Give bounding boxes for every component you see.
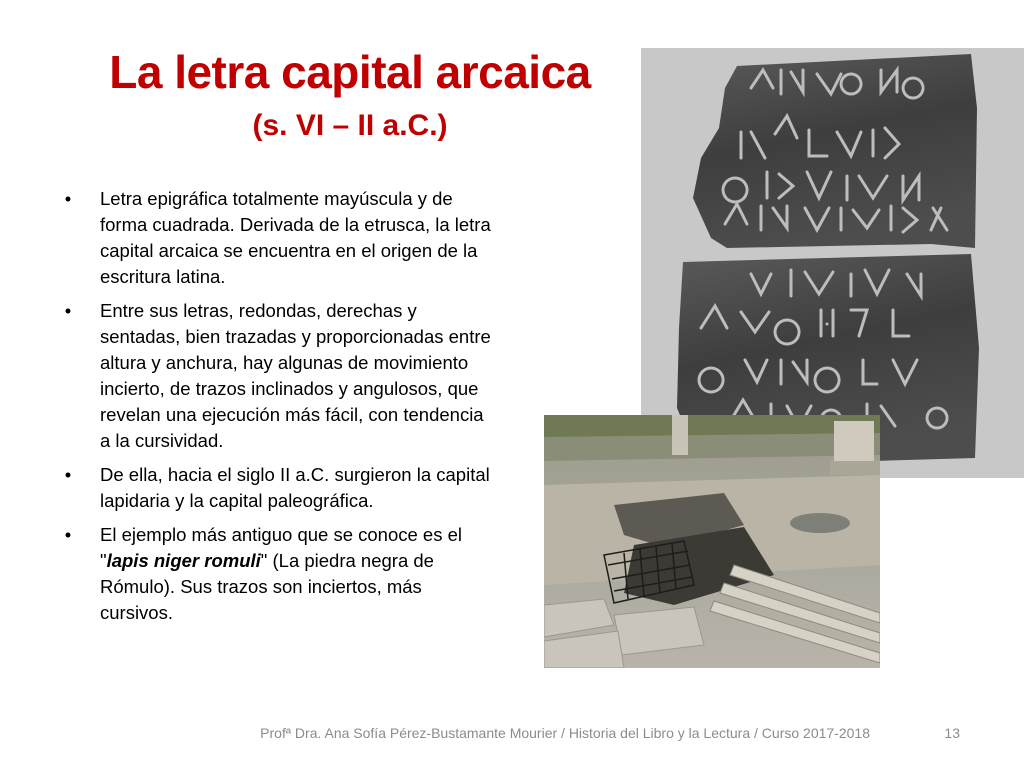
bullet-text: Letra epigráfica totalmente mayúscula y de forma cuadrada. Derivada de la etrusca, la letra capital arcaica se encuentra en el origen de la escritura latina. — [100, 188, 491, 287]
bullet-item — [58, 462, 498, 514]
forum-image — [544, 415, 880, 668]
page-number: 13 — [944, 725, 960, 741]
slide-title: La letra capital arcaica — [109, 46, 591, 98]
bullet-list — [58, 186, 498, 634]
bullet-marker: • — [64, 524, 72, 545]
footer-text: Profª Dra. Ana Sofía Pérez-Bustamante Mourier / Historia del Libro y la Lectura / Curso 2017-2018 — [260, 725, 870, 741]
forum-photo — [544, 415, 880, 668]
bullet-text-before: El ejemplo más antiguo que se conoce es el " — [100, 524, 462, 571]
inscription-image — [641, 48, 1024, 478]
title-block — [60, 44, 640, 146]
bullet-item — [58, 522, 498, 626]
bullet-item — [58, 298, 498, 454]
bullet-text: De ella, hacia el siglo II a.C. surgieron la capital lapidaria y la capital paleográfica. — [100, 464, 490, 511]
bullet-marker: • — [64, 300, 72, 321]
bullet-text: Entre sus letras, redondas, derechas y sentadas, bien trazadas y proporcionadas entre altura y anchura, hay algunas de movimiento incierto, de trazos inclinados y angulosos, que revelan una ejecución más fácil, con tendencia a la cursividad. — [100, 300, 491, 451]
bullet-text — [100, 524, 462, 623]
bullet-text-after: " (La piedra negra de Rómulo). Sus trazos son inciertos, más cursivos. — [100, 550, 434, 623]
bullet-marker: • — [64, 188, 72, 209]
lapis-niger-emphasis: lapis niger romuli — [106, 550, 261, 571]
bullet-marker: • — [64, 464, 72, 485]
bullet-item — [58, 186, 498, 290]
inscription-photo — [641, 48, 1024, 478]
slide-subtitle: (s. VI – II a.C.) — [252, 109, 448, 142]
